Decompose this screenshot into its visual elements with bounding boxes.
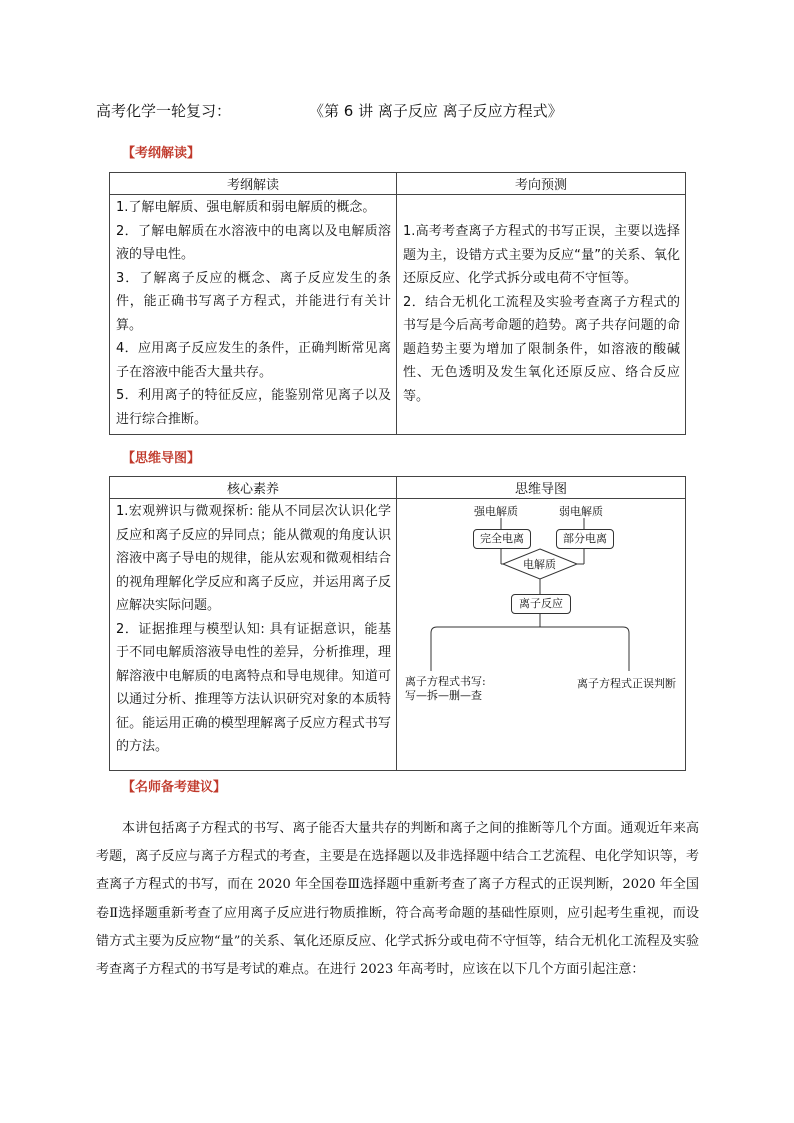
syllabus-table [109,172,686,435]
advice-text: 本讲包括离子方程式的书写、离子能否大量共存的判断和离子之间的推断等几个方面。通观近年来高考题，离子反应与离子方程式的考查，主要是在选择题以及非选择题中结合工艺流程、电化学知识等，考查离子方程式的书写，而在 2020 年全国卷Ⅲ选择题中重新考查了离子方程式的正误判断，2020 年全国卷Ⅱ选择题重新考查了应用离子反应进行物质推断，符合高考命题的基础性原则，应引起考生重视，而设错方式主要为反应物“量”的关系、氧化还原反应、化学式拆分或电荷不守恒等，结合无机化工流程及实验考查离子方程式的书写是考试的难点。在进行 2023 年高考时，应该在以下几个方面引起注意： [96,821,699,978]
competency-item: 1.宏观辨识与微观探析: 能从不同层次认识化学反应和离子反应的异同点；能从微观的角度认识溶液中离子导电的规律，能从宏观和微观相结合的视角理解化学反应和离子反应，并运用离子反应解决实际问题。 [116,504,391,613]
complete-ionization-box: 完全电离 [473,529,531,549]
document-title [96,100,563,121]
equation-writing-steps: 写—拆—删—查 [405,689,482,702]
forecast-item: 2．结合无机化工流程及实验考查离子方程式的书写是今后高考命题的趋势。离子共存问题的命题趋势主要为增加了限制条件，如溶液的酸碱性、无色透明及发生氧化还原反应、络合反应等。 [403,294,680,404]
syllabus-header: 考纲解读 [110,173,397,195]
forecast-header: 考向预测 [397,173,686,195]
syllabus-item: 5．利用离子的特征反应，能鉴别常见离子以及进行综合推断。 [116,388,391,427]
partial-ionization-box: 部分电离 [556,529,614,549]
competency-item: 2．证据推理与模型认知: 具有证据意识，能基于不同电解质溶液导电性的差异，分析推理，理解溶液中电解质的电离特点和导电规律。知道可以通过分析、推理等方法认识研究对象的本质特征。能运用正确的模型理解离子反应方程式书写的方法。 [116,621,391,754]
weak-electrolyte-label: 弱电解质 [559,505,603,518]
syllabus-item: 2．了解电解质在水溶液中的电离以及电解质溶液的导电性。 [116,223,391,262]
mindmap-cell [397,499,686,771]
competency-header: 核心素养 [110,477,397,499]
mind-map-connectors [397,499,686,767]
electrolyte-label: 电解质 [523,558,556,571]
ionic-reaction-box: 离子反应 [511,594,571,614]
equation-judgement-label: 离子方程式正误判断 [577,677,676,690]
competency-cell [110,499,397,771]
mindmap-header: 思维导图 [397,477,686,499]
section-label-syllabus: 【考纲解读】 [122,146,201,161]
competency-table [109,476,686,771]
title-lecture: 《第 6 讲 离子反应 离子反应方程式》 [309,102,563,120]
strong-electrolyte-label: 强电解质 [474,505,518,518]
equation-writing-label: 离子方程式书写: [405,675,486,688]
mind-map [397,499,685,767]
section-label-advice: 【名师备考建议】 [122,780,227,795]
advice-paragraph [96,815,699,984]
title-prefix: 高考化学一轮复习： [96,102,232,120]
syllabus-cell [110,195,397,435]
syllabus-item: 4．应用离子反应发生的条件，正确判断常见离子在溶液中能否大量共存。 [116,341,391,380]
section-label-mindmap: 【思维导图】 [122,451,201,466]
forecast-cell [397,195,686,435]
syllabus-item: 3．了解离子反应的概念、离子反应发生的条件，能正确书写离子方程式，并能进行有关计算。 [116,270,391,333]
syllabus-item: 1.了解电解质、强电解质和弱电解质的概念。 [116,200,376,215]
forecast-item: 1.高考考查离子方程式的书写正误，主要以选择题为主，设错方式主要为反应“量”的关系、氧化还原反应、化学式拆分或电荷不守恒等。 [403,224,680,286]
